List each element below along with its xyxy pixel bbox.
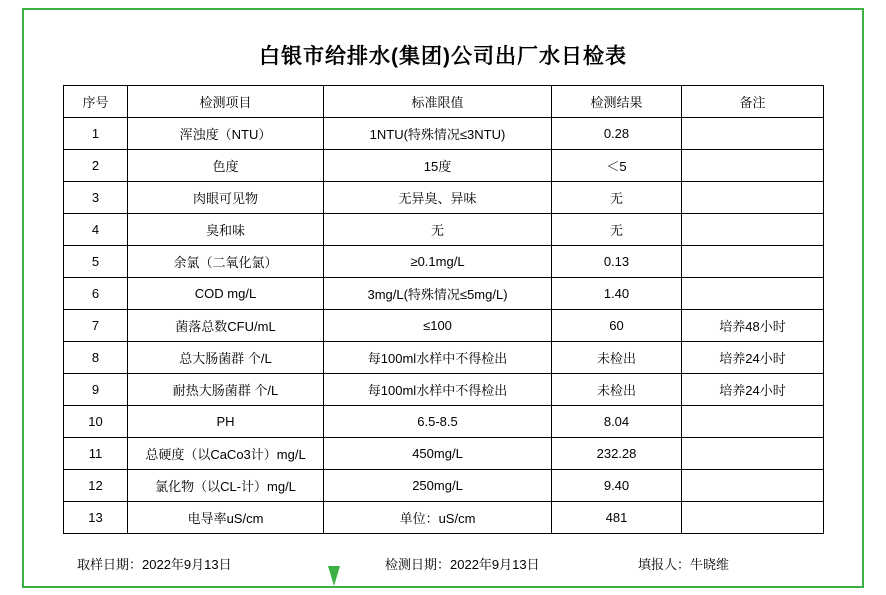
table-row	[64, 438, 824, 470]
table-row	[64, 214, 824, 246]
cell-item: PH	[128, 406, 324, 438]
cell-index: 13	[64, 502, 128, 534]
cell-index: 8	[64, 342, 128, 374]
cell-limit: 每100ml水样中不得检出	[324, 342, 552, 374]
cell-remark: 培养48小时	[682, 310, 824, 342]
cell-index: 9	[64, 374, 128, 406]
cell-result: 未检出	[552, 342, 682, 374]
water-inspection-table	[63, 85, 824, 534]
table-row	[64, 342, 824, 374]
cell-index: 10	[64, 406, 128, 438]
cell-remark	[682, 438, 824, 470]
cell-index: 6	[64, 278, 128, 310]
table-row	[64, 118, 824, 150]
cell-limit: 无	[324, 214, 552, 246]
cell-remark	[682, 502, 824, 534]
cell-limit: 1NTU(特殊情况≤3NTU)	[324, 118, 552, 150]
page-frame-bottom-edge	[22, 586, 864, 588]
cell-limit: 无异臭、异味	[324, 182, 552, 214]
cell-item: 臭和味	[128, 214, 324, 246]
cell-result: 无	[552, 214, 682, 246]
cell-index: 4	[64, 214, 128, 246]
cell-remark	[682, 278, 824, 310]
sample-date-label: 取样日期：2022年9月13日	[77, 557, 232, 572]
cell-index: 12	[64, 470, 128, 502]
page-frame-right-edge	[862, 8, 864, 588]
cell-remark	[682, 406, 824, 438]
cell-result: 无	[552, 182, 682, 214]
table-row	[64, 246, 824, 278]
cell-limit: 6.5-8.5	[324, 406, 552, 438]
cell-remark	[682, 150, 824, 182]
cell-limit: 每100ml水样中不得检出	[324, 374, 552, 406]
table-row	[64, 150, 824, 182]
cell-remark: 培养24小时	[682, 374, 824, 406]
cell-result: 232.28	[552, 438, 682, 470]
cell-result: 8.04	[552, 406, 682, 438]
cell-remark	[682, 118, 824, 150]
cell-limit: ≥0.1mg/L	[324, 246, 552, 278]
table-body	[64, 118, 824, 534]
cell-result: 481	[552, 502, 682, 534]
cell-index: 2	[64, 150, 128, 182]
cell-index: 7	[64, 310, 128, 342]
cell-item: 肉眼可见物	[128, 182, 324, 214]
page-title: 白银市给排水(集团)公司出厂水日检表	[259, 45, 627, 68]
cell-limit: 15度	[324, 150, 552, 182]
table-row	[64, 182, 824, 214]
cell-item: 余氯（二氧化氯）	[128, 246, 324, 278]
table-row	[64, 502, 824, 534]
cell-result: ＜5	[552, 150, 682, 182]
cell-item: 菌落总数CFU/mL	[128, 310, 324, 342]
table-row	[64, 278, 824, 310]
column-header-result: 检测结果	[552, 86, 682, 118]
cell-limit: 250mg/L	[324, 470, 552, 502]
page-frame-left-edge	[22, 8, 24, 588]
reporter-label: 填报人：牛晓维	[638, 557, 730, 572]
table-header-row	[64, 86, 824, 118]
page-frame-top-edge	[22, 8, 864, 10]
cell-item: 总硬度（以CaCo3计）mg/L	[128, 438, 324, 470]
cell-item: 总大肠菌群 个/L	[128, 342, 324, 374]
cell-index: 1	[64, 118, 128, 150]
cell-remark: 培养24小时	[682, 342, 824, 374]
table-row	[64, 310, 824, 342]
cell-item: 色度	[128, 150, 324, 182]
cell-item: 电导率uS/cm	[128, 502, 324, 534]
cell-result: 0.13	[552, 246, 682, 278]
cell-result: 未检出	[552, 374, 682, 406]
document-footer	[63, 548, 823, 578]
column-header-limit: 标准限值	[324, 86, 552, 118]
cell-limit: 单位：uS/cm	[324, 502, 552, 534]
table-row	[64, 406, 824, 438]
cell-remark	[682, 470, 824, 502]
cell-remark	[682, 182, 824, 214]
cell-remark	[682, 214, 824, 246]
column-header-item: 检测项目	[128, 86, 324, 118]
cell-remark	[682, 246, 824, 278]
table-row	[64, 374, 824, 406]
cell-index: 11	[64, 438, 128, 470]
column-header-remark: 备注	[682, 86, 824, 118]
column-header-index: 序号	[64, 86, 128, 118]
cell-result: 60	[552, 310, 682, 342]
cell-limit: ≤100	[324, 310, 552, 342]
cell-result: 1.40	[552, 278, 682, 310]
cell-result: 9.40	[552, 470, 682, 502]
cell-limit: 450mg/L	[324, 438, 552, 470]
cell-index: 5	[64, 246, 128, 278]
cell-limit: 3mg/L(特殊情况≤5mg/L)	[324, 278, 552, 310]
test-date-label: 检测日期：2022年9月13日	[385, 557, 540, 572]
cell-item: COD mg/L	[128, 278, 324, 310]
cell-item: 耐热大肠菌群 个/L	[128, 374, 324, 406]
table-row	[64, 470, 824, 502]
cell-item: 氯化物（以CL-计）mg/L	[128, 470, 324, 502]
cell-result: 0.28	[552, 118, 682, 150]
cell-index: 3	[64, 182, 128, 214]
cell-item: 浑浊度（NTU）	[128, 118, 324, 150]
